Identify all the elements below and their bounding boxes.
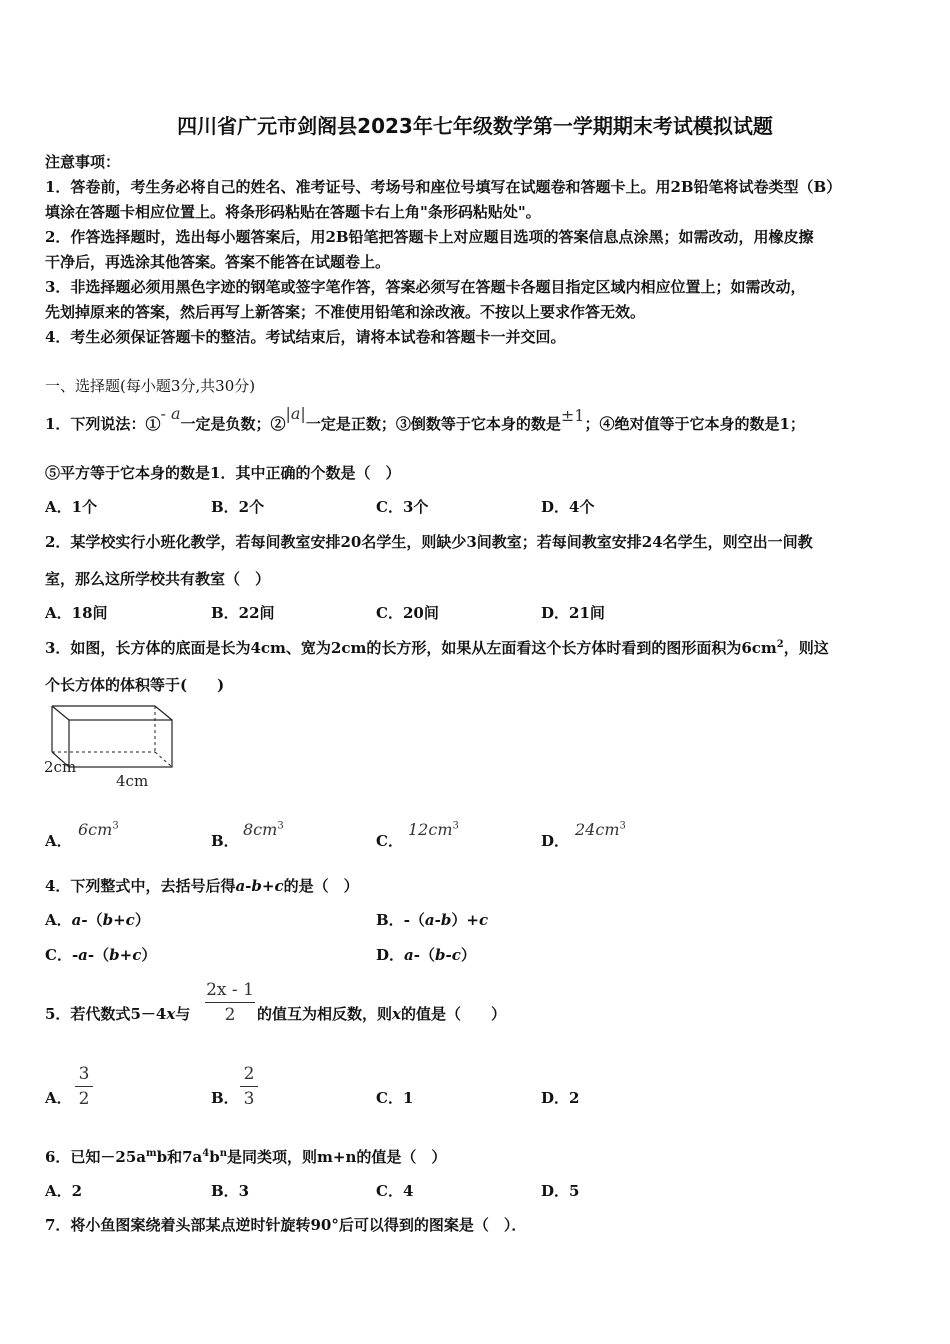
q4-term: ） xyxy=(141,946,157,964)
cuboid-figure xyxy=(40,700,190,792)
q5-option-b-letter: B． xyxy=(211,1089,239,1107)
q4-option-c xyxy=(45,945,156,965)
q3-line-2: 个长方体的体积等于( ) xyxy=(45,676,225,694)
q6-option-a: A．2 xyxy=(45,1182,83,1200)
q3-option-c-letter: C． xyxy=(376,832,403,850)
q4-term: a xyxy=(71,911,82,929)
q4-term: -（ xyxy=(87,946,110,964)
notice-line: 3．非选择题必须用黑色字迹的钢笔或签字笔作答，答案必须写在答题卡各题目指定区域内相应位置上；如需改动， xyxy=(45,278,806,296)
q1-option-d: D．4个 xyxy=(541,498,595,516)
q1-option-c: C．3个 xyxy=(376,498,429,516)
q1-text: 一定是正数；③倒数等于它本身的数是 xyxy=(305,415,561,433)
q3-option-a-letter: A． xyxy=(45,832,72,850)
q4-term: c xyxy=(478,911,489,929)
q4-expression: a-b+c xyxy=(235,877,284,895)
q6-stem xyxy=(45,1147,446,1167)
q6-option-d: D．5 xyxy=(541,1182,580,1200)
q5-option-a-denominator: 2 xyxy=(78,1089,90,1109)
q6-text: 6．已知－25a xyxy=(45,1148,147,1166)
q4-term: ）+ xyxy=(451,911,479,929)
q4-term: b-c xyxy=(434,946,461,964)
q3-exp: 3 xyxy=(112,820,119,832)
q3-option-b-text: 8cm xyxy=(243,820,278,839)
q5-option-b-numerator: 2 xyxy=(243,1064,255,1084)
q2-line-1: 2．某学校实行小班化教学，若每间教室安排20名学生，则缺少3间教室；若每间教室安排24名学生，则空出一间教 xyxy=(45,533,813,551)
q5-option-a-fraction xyxy=(75,1064,93,1109)
q4-term: -（ xyxy=(403,911,425,929)
q3-option-d-value xyxy=(575,820,626,840)
q4-text: 4．下列整式中，去括号后得 xyxy=(45,877,236,895)
q6-exponent: n xyxy=(219,1148,228,1159)
q4-option-d xyxy=(376,945,476,965)
cuboid-length-label: 4cm xyxy=(116,772,149,790)
q1-text: 一定是负数；② xyxy=(180,415,286,433)
q5-variable: x xyxy=(166,1005,176,1023)
q4-text: 的是（ ） xyxy=(283,877,359,895)
q3-option-a-value xyxy=(78,820,119,840)
q4-option-letter: A． xyxy=(45,911,72,929)
q3-exp: 3 xyxy=(452,820,459,832)
q1-line-2: ⑤平方等于它本身的数是1．其中正确的个数是（ ） xyxy=(45,464,401,482)
notice-line: 填涂在答题卡相应位置上。将条形码粘贴在答题卡右上角"条形码粘贴处"。 xyxy=(45,203,541,221)
q3-option-d-text: 24cm xyxy=(575,820,620,839)
q3-exp: 3 xyxy=(619,820,626,832)
cuboid-front-face xyxy=(69,720,172,767)
notice-line: 1．答卷前，考生务必将自己的姓名、准考证号、考场号和座位号填写在试题卷和答题卡上。用2B铅笔将试卷类型（B） xyxy=(45,178,842,196)
section-heading: 一、选择题(每小题3分,共30分) xyxy=(45,377,256,395)
q4-option-letter: D． xyxy=(376,946,405,964)
q5-text: 5．若代数式5－4 xyxy=(45,1005,167,1023)
q1-math-abs-a: |a| xyxy=(285,404,306,423)
q3-text: 3．如图，长方体的底面是长为4cm、宽为2cm的长方形，如果从左面看这个长方体时看到的图形面积为6cm xyxy=(45,639,777,657)
q5-option-b-denominator: 3 xyxy=(243,1089,255,1109)
q6-option-b: B．3 xyxy=(211,1182,250,1200)
q6-text: 是同类项，则m+n的值是（ ） xyxy=(227,1148,447,1166)
q5-text: 与 xyxy=(175,1005,191,1023)
q1-option-a: A．1个 xyxy=(45,498,98,516)
q4-term: ） xyxy=(134,911,150,929)
notice-line: 干净后，再选涂其他答案。答案不能答在试题卷上。 xyxy=(45,253,391,271)
q5-option-d: D．2 xyxy=(541,1089,580,1107)
q5-variable: x xyxy=(392,1005,401,1023)
q5-fraction xyxy=(205,980,255,1025)
page-title: 四川省广元市剑阁县2023年七年级数学第一学期期末考试模拟试题 xyxy=(177,114,773,138)
q5-text: 的值互为相反数，则 xyxy=(257,1005,393,1023)
notice-line: 先划掉原来的答案，然后再写上新答案；不准使用铅笔和涂改液。不按以上要求作答无效。 xyxy=(45,303,646,321)
q3-option-c-value xyxy=(408,820,459,840)
notice-line: 2．作答选择题时，选出每小题答案后，用2B铅笔把答题卡上对应题目选项的答案信息点涂黑；如需改动，用橡皮擦 xyxy=(45,228,814,246)
q6-exponent: m xyxy=(146,1148,157,1159)
q1-text: 1．下列说法：① xyxy=(45,415,161,433)
q2-option-a: A．18间 xyxy=(45,604,108,622)
q6-text: b xyxy=(209,1148,220,1166)
q2-option-d: D．21间 xyxy=(541,604,605,622)
q4-term: ） xyxy=(460,946,476,964)
q4-option-b xyxy=(376,910,488,930)
q4-term: a xyxy=(404,946,414,964)
q3-superscript: 2 xyxy=(776,639,784,650)
q7-stem: 7．将小鱼图案绕着头部某点逆时针旋转90°后可以得到的图案是（ ）． xyxy=(45,1216,527,1234)
question-1 xyxy=(45,404,805,434)
q4-term: -（ xyxy=(81,911,103,929)
q2-option-c: C．20间 xyxy=(376,604,439,622)
q5-fraction-numerator: 2x - 1 xyxy=(206,980,254,1000)
q5-text: 的值是（ ） xyxy=(400,1005,506,1023)
q5-option-b-fraction xyxy=(240,1064,258,1109)
q3-option-c-text: 12cm xyxy=(408,820,453,839)
q4-term: b+c xyxy=(109,946,142,964)
q5-stem-end xyxy=(257,1004,506,1024)
q5-option-a-numerator: 3 xyxy=(78,1064,90,1084)
q1-math-pm1: ±1 xyxy=(560,406,585,425)
q4-term: -a xyxy=(71,946,88,964)
cuboid-width-label: 2cm xyxy=(44,758,77,776)
q1-math-neg-a: - a xyxy=(160,404,181,423)
q5-stem-start xyxy=(45,1004,190,1024)
q4-stem xyxy=(45,876,359,896)
q4-term: -（ xyxy=(413,946,435,964)
q2-line-2: 室，那么这所学校共有教室（ ） xyxy=(45,570,271,588)
q6-exponent: 4 xyxy=(202,1148,210,1159)
q5-fraction-denominator: 2 xyxy=(224,1005,236,1025)
q3-option-a-text: 6cm xyxy=(78,820,113,839)
q3-option-d-letter: D． xyxy=(541,832,570,850)
q3-option-b-value xyxy=(243,820,284,840)
q2-option-b: B．22间 xyxy=(211,604,275,622)
q3-line-1 xyxy=(45,638,829,658)
q3-option-b-letter: B． xyxy=(211,832,239,850)
q4-option-letter: B． xyxy=(376,911,404,929)
q1-text: ；④绝对值等于它本身的数是1； xyxy=(584,415,805,433)
q3-text: ，则这 xyxy=(783,639,829,657)
q5-option-c: C．1 xyxy=(376,1089,414,1107)
q1-option-b: B．2个 xyxy=(211,498,265,516)
q3-exp: 3 xyxy=(277,820,284,832)
q4-term: b+c xyxy=(102,911,135,929)
q5-option-a-letter: A． xyxy=(45,1089,72,1107)
q4-option-letter: C． xyxy=(45,946,72,964)
q6-text: b和7a xyxy=(156,1148,203,1166)
q6-option-c: C．4 xyxy=(376,1182,414,1200)
q4-term: a-b xyxy=(424,911,452,929)
notice-line: 4．考生必须保证答题卡的整洁。考试结束后，请将本试卷和答题卡一并交回。 xyxy=(45,328,566,346)
q4-option-a xyxy=(45,910,150,930)
notice-heading: 注意事项： xyxy=(45,153,121,171)
